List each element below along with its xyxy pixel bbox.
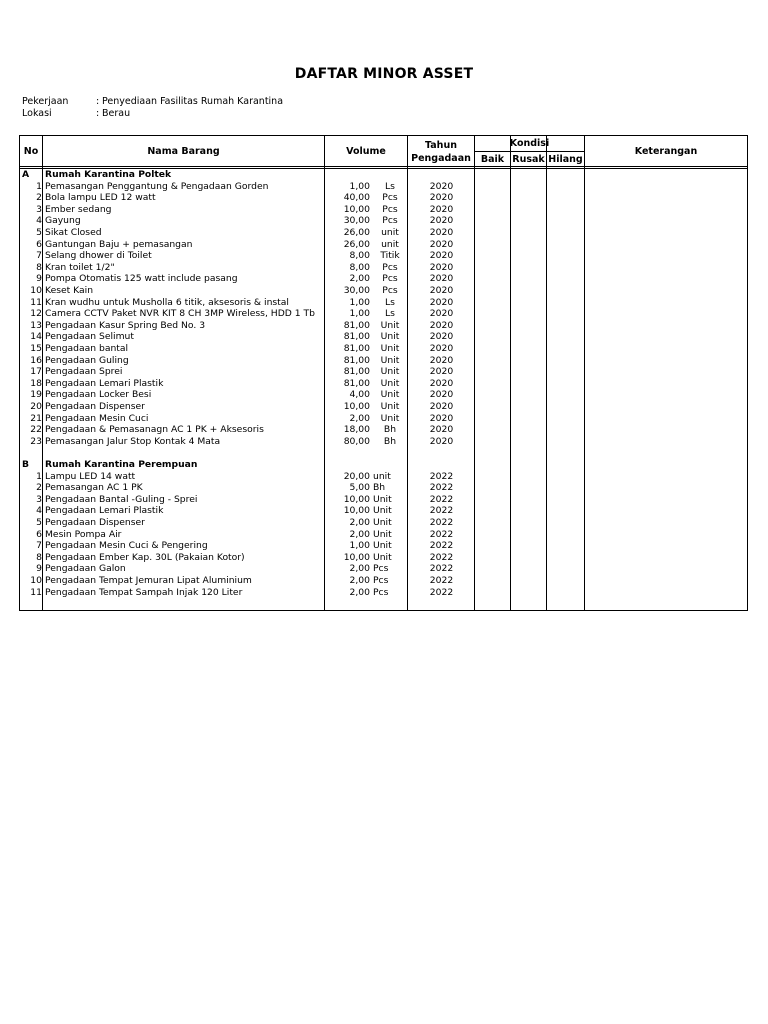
item-unit: Unit (380, 366, 400, 378)
header-keterangan: Keterangan (634, 146, 698, 157)
item-year: 2020 (429, 331, 454, 343)
header-pengadaan: Pengadaan (411, 152, 471, 164)
item-year: 2022 (429, 540, 454, 552)
item-quantity: 1,00 (349, 540, 370, 552)
item-name: Gayung (45, 215, 81, 227)
item-year: 2020 (429, 215, 454, 227)
item-quantity: 30,00 (343, 215, 370, 227)
item-name: Pengadaan Ember Kap. 30L (Pakaian Kotor) (45, 551, 245, 563)
item-quantity: 80,00 (343, 435, 370, 447)
item-year: 2020 (429, 424, 454, 436)
item-quantity: 2,00 (349, 563, 370, 575)
asset-table (19, 135, 748, 611)
item-year: 2020 (429, 250, 454, 262)
table-row (20, 424, 747, 436)
table-row (20, 389, 747, 401)
page-title: DAFTAR MINOR ASSET (294, 66, 474, 82)
item-name: Mesin Pompa Air (45, 528, 122, 540)
item-quantity: 10,00 (343, 401, 370, 412)
section-name: Rumah Karantina Perempuan (45, 459, 198, 470)
item-name: Ember sedang (45, 203, 112, 215)
item-number: 16 (30, 354, 42, 366)
item-unit: Unit (380, 331, 400, 343)
table-row (20, 273, 747, 285)
item-name: Pengadaan Galon (45, 563, 126, 575)
item-year: 2022 (429, 517, 454, 528)
item-unit: Pcs (382, 203, 398, 215)
item-year: 2020 (429, 389, 454, 401)
item-quantity: 4,00 (349, 389, 370, 401)
item-name: Pengadaan Locker Besi (45, 389, 152, 401)
item-number: 7 (36, 540, 42, 552)
item-unit: Ls (385, 180, 395, 192)
item-name: Pengadaan Kasur Spring Bed No. 3 (45, 319, 206, 331)
item-number: 3 (36, 203, 42, 215)
item-unit: Unit (380, 401, 400, 412)
item-unit: Bh (373, 482, 386, 494)
meta-value: Penyediaan Fasilitas Rumah Karantina (102, 96, 284, 107)
item-unit: Unit (380, 354, 400, 366)
item-quantity: 81,00 (343, 354, 370, 366)
item-year: 2020 (429, 261, 454, 273)
table-row (20, 563, 747, 575)
item-quantity: 8,00 (349, 250, 370, 262)
item-name: Sikat Closed (45, 227, 102, 238)
item-year: 2022 (429, 575, 454, 586)
table-row (20, 366, 747, 378)
item-name: Pengadaan Dispenser (45, 517, 145, 528)
item-year: 2020 (429, 180, 454, 192)
item-unit: unit (373, 470, 391, 482)
item-unit: unit (381, 227, 399, 238)
item-unit: Pcs (382, 261, 398, 273)
table-row (20, 331, 747, 343)
item-unit: Pcs (382, 285, 398, 296)
item-year: 2020 (429, 227, 454, 238)
item-unit: Unit (373, 540, 392, 552)
item-quantity: 26,00 (343, 238, 370, 250)
meta-separator: : (96, 108, 100, 119)
item-number: 18 (30, 377, 42, 389)
item-quantity: 20,00 (343, 470, 370, 482)
meta-pekerjaan (22, 96, 283, 108)
item-name: Pengadaan Mesin Cuci & Pengering (45, 540, 208, 552)
meta-separator: : (96, 96, 100, 107)
table-row (20, 587, 747, 599)
table-row (20, 297, 747, 309)
item-quantity: 2,00 (349, 586, 370, 598)
table-row (20, 239, 747, 251)
item-name: Pengadaan Mesin Cuci (45, 412, 149, 424)
header-no: No (23, 146, 39, 157)
table-row (20, 540, 747, 552)
header-hilang: Hilang (548, 153, 583, 165)
section-code: A (22, 169, 30, 180)
item-name: Lampu LED 14 watt (45, 470, 136, 482)
item-name: Pemasangan Penggantung & Pengadaan Gorden (45, 180, 269, 192)
item-quantity: 1,00 (349, 180, 370, 192)
item-number: 4 (36, 215, 42, 227)
item-year: 2020 (429, 354, 454, 366)
header-kondisi: Kondisi (509, 138, 550, 149)
table-row (20, 552, 747, 564)
table-row (20, 575, 747, 587)
item-quantity: 81,00 (343, 343, 370, 354)
item-unit: Unit (373, 528, 392, 540)
item-unit: Unit (380, 319, 400, 331)
item-number: 11 (30, 586, 42, 598)
item-number: 5 (36, 227, 42, 238)
item-unit: Pcs (373, 575, 389, 586)
item-unit: unit (381, 238, 399, 250)
item-unit: Pcs (382, 215, 398, 227)
item-name: Pengadaan Sprei (45, 366, 123, 378)
item-year: 2020 (429, 401, 454, 412)
item-quantity: 1,00 (349, 308, 370, 320)
section-header-row (20, 169, 747, 181)
item-name: Pengadaan Tempat Sampah Injak 120 Liter (45, 586, 243, 598)
table-row (20, 320, 747, 332)
table-row (20, 505, 747, 517)
item-unit: Unit (373, 505, 392, 517)
item-number: 15 (30, 343, 42, 354)
item-year: 2022 (429, 528, 454, 540)
item-year: 2020 (429, 319, 454, 331)
item-quantity: 1,00 (349, 296, 370, 308)
item-year: 2020 (429, 366, 454, 378)
item-year: 2020 (429, 377, 454, 389)
item-name: Camera CCTV Paket NVR KIT 8 CH 3MP Wireless, HDD 1 Tb (45, 308, 315, 320)
header-bottom-border (20, 166, 747, 167)
item-year: 2022 (429, 563, 454, 575)
item-quantity: 10,00 (343, 203, 370, 215)
item-number: 1 (36, 180, 42, 192)
table-row (20, 181, 747, 193)
item-number: 11 (30, 296, 42, 308)
item-quantity: 10,00 (343, 493, 370, 505)
item-name: Kran wudhu untuk Musholla 6 titik, aksesoris & instal (45, 296, 289, 308)
item-quantity: 81,00 (343, 366, 370, 378)
item-name: Pengadaan Bantal -Guling - Sprei (45, 493, 198, 505)
table-row (20, 436, 747, 448)
item-unit: Unit (373, 551, 392, 563)
table-row (20, 494, 747, 506)
table-header (20, 136, 747, 167)
item-quantity: 26,00 (343, 227, 370, 238)
item-quantity: 2,00 (349, 273, 370, 285)
item-year: 2020 (429, 435, 454, 447)
item-year: 2020 (429, 192, 454, 204)
item-name: Pengadaan & Pemasanagn AC 1 PK + Aksesoris (45, 424, 264, 436)
item-number: 3 (36, 493, 42, 505)
item-number: 1 (36, 470, 42, 482)
item-year: 2020 (429, 203, 454, 215)
table-row (20, 215, 747, 227)
item-number: 19 (30, 389, 42, 401)
item-name: Pengadaan bantal (45, 343, 129, 354)
item-name: Pengadaan Lemari Plastik (45, 505, 164, 517)
item-quantity: 10,00 (343, 551, 370, 563)
table-row (20, 227, 747, 239)
header-rusak: Rusak (512, 153, 545, 165)
header-tahun: Tahun (425, 139, 457, 151)
item-year: 2020 (429, 238, 454, 250)
item-number: 2 (36, 192, 42, 204)
item-year: 2022 (429, 505, 454, 517)
item-quantity: 18,00 (343, 424, 370, 436)
item-quantity: 2,00 (349, 575, 370, 586)
meta-label: Lokasi (22, 108, 52, 119)
item-number: 23 (30, 435, 42, 447)
item-quantity: 8,00 (349, 261, 370, 273)
item-number: 9 (36, 563, 42, 575)
table-row (20, 529, 747, 541)
meta-label: Pekerjaan (22, 96, 69, 107)
item-number: 8 (36, 551, 42, 563)
table-row (20, 262, 747, 274)
item-quantity: 81,00 (343, 331, 370, 343)
item-number: 22 (30, 424, 42, 436)
item-unit: Titik (380, 250, 400, 262)
item-year: 2022 (429, 493, 454, 505)
item-quantity: 40,00 (343, 192, 370, 204)
meta-value: Berau (102, 108, 131, 119)
item-name: Gantungan Baju + pemasangan (45, 238, 193, 250)
item-name: Pompa Otomatis 125 watt include pasang (45, 273, 238, 285)
item-unit: Pcs (373, 563, 389, 575)
table-row (20, 517, 747, 529)
item-name: Pengadaan Selimut (45, 331, 134, 343)
section-header-row (20, 459, 747, 471)
item-unit: Pcs (382, 192, 398, 204)
item-number: 21 (30, 412, 42, 424)
table-row (20, 192, 747, 204)
item-number: 9 (36, 273, 42, 285)
table-row (20, 378, 747, 390)
item-quantity: 2,00 (349, 528, 370, 540)
item-quantity: 5,00 (349, 482, 370, 494)
table-row (20, 355, 747, 367)
item-unit: Bh (383, 435, 397, 447)
item-name: Kran toilet 1/2" (45, 261, 115, 273)
section-code: B (22, 459, 30, 470)
item-unit: Unit (380, 412, 400, 424)
table-row (20, 204, 747, 216)
header-volume: Volume (346, 146, 386, 157)
table-row (20, 308, 747, 320)
item-name: Pengadaan Tempat Jemuran Lipat Aluminium (45, 575, 252, 586)
item-name: Selang dhower di Toilet (45, 250, 152, 262)
item-unit: Pcs (382, 273, 398, 285)
item-year: 2020 (429, 308, 454, 320)
item-quantity: 10,00 (343, 505, 370, 517)
item-quantity: 30,00 (343, 285, 370, 296)
item-year: 2020 (429, 343, 454, 354)
item-year: 2022 (429, 586, 454, 598)
item-unit: Pcs (373, 586, 389, 598)
table-row (20, 413, 747, 425)
item-number: 14 (30, 331, 42, 343)
item-number: 7 (36, 250, 42, 262)
table-row (20, 343, 747, 355)
item-unit: Bh (383, 424, 397, 436)
item-unit: Ls (385, 308, 395, 320)
item-number: 13 (30, 319, 42, 331)
item-number: 6 (36, 238, 42, 250)
table-row (20, 471, 747, 483)
item-unit: Unit (373, 517, 392, 528)
item-number: 12 (30, 308, 42, 320)
item-year: 2022 (429, 551, 454, 563)
item-year: 2020 (429, 273, 454, 285)
item-unit: Ls (385, 296, 395, 308)
meta-lokasi (22, 108, 130, 120)
item-quantity: 2,00 (349, 517, 370, 528)
header-baik: Baik (480, 153, 505, 165)
item-year: 2020 (429, 285, 454, 296)
section-name: Rumah Karantina Poltek (45, 169, 172, 180)
item-year: 2020 (429, 296, 454, 308)
item-unit: Unit (380, 377, 400, 389)
item-name: Pemasangan Jalur Stop Kontak 4 Mata (45, 435, 221, 447)
table-row (20, 250, 747, 262)
item-unit: Unit (373, 493, 392, 505)
item-number: 10 (30, 575, 42, 586)
item-number: 8 (36, 261, 42, 273)
item-number: 17 (30, 366, 42, 378)
item-name: Bola lampu LED 12 watt (45, 192, 156, 204)
item-number: 4 (36, 505, 42, 517)
table-row (20, 285, 747, 297)
item-name: Pengadaan Guling (45, 354, 129, 366)
header-nama-barang: Nama Barang (147, 146, 220, 157)
item-number: 5 (36, 517, 42, 528)
item-quantity: 81,00 (343, 377, 370, 389)
table-row (20, 401, 747, 413)
item-name: Pengadaan Lemari Plastik (45, 377, 164, 389)
item-quantity: 2,00 (349, 412, 370, 424)
item-unit: Unit (380, 389, 400, 401)
item-name: Keset Kain (45, 285, 94, 296)
item-quantity: 81,00 (343, 319, 370, 331)
item-number: 6 (36, 528, 42, 540)
item-name: Pengadaan Dispenser (45, 401, 145, 412)
item-number: 20 (30, 401, 42, 412)
table-row (20, 482, 747, 494)
item-year: 2022 (429, 482, 454, 494)
item-name: Pemasangan AC 1 PK (45, 482, 143, 494)
item-year: 2022 (429, 470, 454, 482)
item-number: 10 (30, 285, 42, 296)
item-unit: Unit (380, 343, 400, 354)
item-number: 2 (36, 482, 42, 494)
item-year: 2020 (429, 412, 454, 424)
